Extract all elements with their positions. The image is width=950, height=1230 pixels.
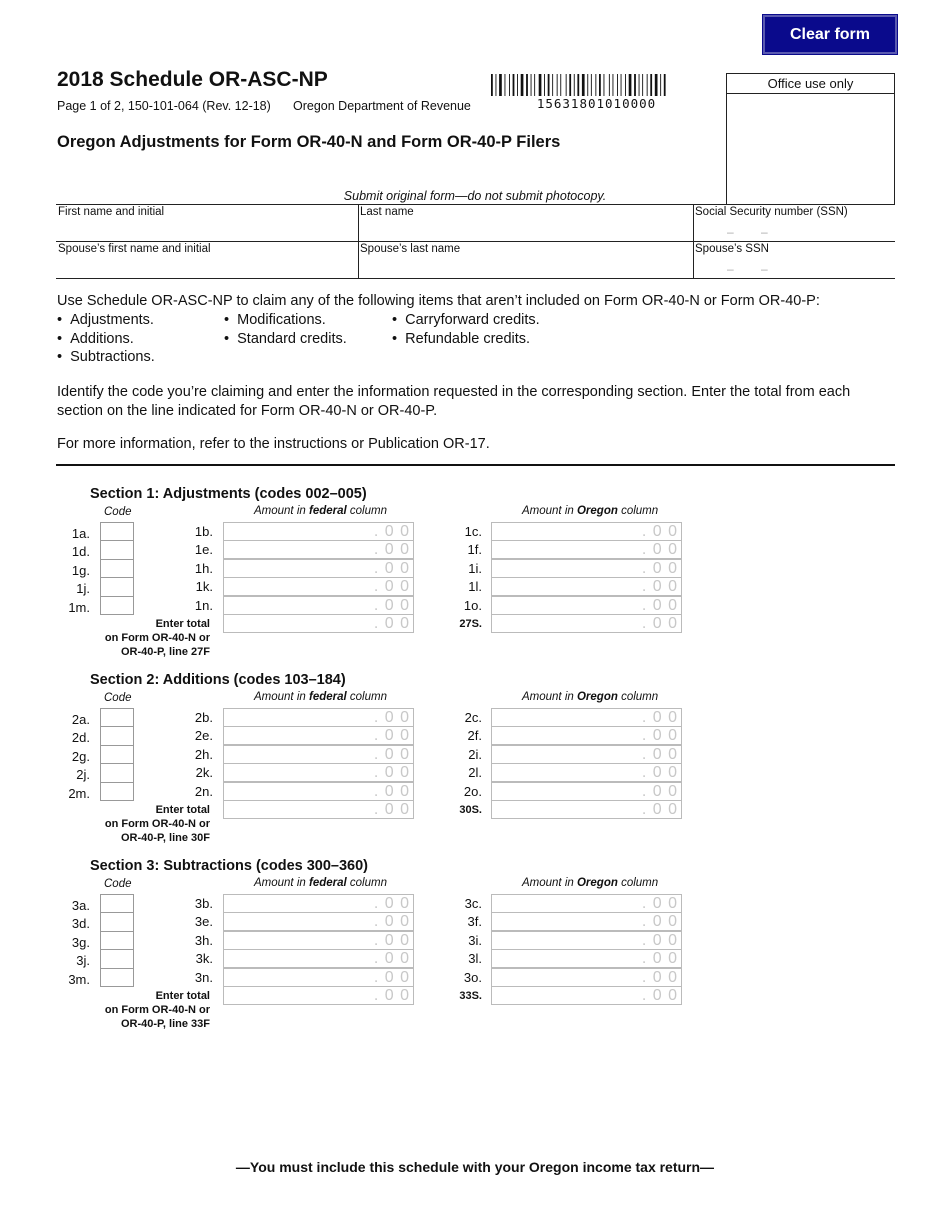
first-name-label: First name and initial bbox=[58, 206, 165, 218]
page-info: Page 1 of 2, 150-101-064 (Rev. 12-18) bbox=[57, 99, 271, 113]
oregon-line-label: 3o. bbox=[463, 969, 482, 985]
federal-amount-input[interactable]: . 0 0 bbox=[223, 745, 414, 764]
header-text-bold: Oregon bbox=[576, 505, 618, 517]
federal-line-label: 3n. bbox=[194, 969, 213, 985]
oregon-line-label: 1o. bbox=[463, 597, 482, 613]
federal-line-label: 1k. bbox=[195, 579, 213, 595]
header-text: Amount in bbox=[254, 877, 309, 889]
barcode-bar bbox=[513, 74, 515, 96]
code-input[interactable] bbox=[100, 949, 134, 968]
code-line-label: 1m. bbox=[68, 599, 90, 615]
barcode-bar bbox=[617, 74, 618, 96]
header-text: column bbox=[346, 691, 387, 703]
form-subtitle: Oregon Adjustments for Form OR-40-N and Form OR-40-P Filers bbox=[57, 133, 561, 151]
bullet-icon: • bbox=[57, 331, 63, 347]
barcode-bar bbox=[496, 74, 497, 96]
code-input[interactable] bbox=[100, 577, 134, 596]
enter-total-text: Enter total bbox=[155, 804, 210, 816]
form-title: 2018 Schedule OR-ASC-NP bbox=[57, 68, 328, 91]
oregon-line-label: 3l. bbox=[468, 951, 482, 967]
enter-total-form: on Form OR-40-N or bbox=[104, 1004, 210, 1016]
code-input[interactable] bbox=[100, 912, 134, 931]
federal-amount-input[interactable]: . 0 0 bbox=[223, 540, 414, 559]
oregon-total-input[interactable]: . 0 0 bbox=[491, 986, 682, 1005]
code-input[interactable] bbox=[100, 782, 134, 801]
instructions-paragraph: Identify the code you’re claiming and enter the information requested in the corresponding section. Enter the total from each section on the line indicated for Form OR-40-N or OR-40-P. bbox=[57, 384, 851, 419]
federal-amount-input[interactable]: . 0 0 bbox=[223, 782, 414, 801]
federal-line-label: 2h. bbox=[194, 746, 213, 762]
federal-line-label: 3e. bbox=[194, 914, 213, 930]
header-text: column bbox=[617, 877, 659, 889]
list-item-text: Modifications. bbox=[237, 312, 326, 328]
barcode-bar bbox=[574, 74, 575, 96]
divider bbox=[358, 204, 359, 278]
ssn-label: Social Security number (SSN) bbox=[695, 206, 848, 218]
spouse-first-name-field[interactable] bbox=[58, 258, 356, 277]
header-text: Amount in bbox=[254, 505, 309, 517]
list-item bbox=[392, 331, 530, 347]
header-text-bold: federal bbox=[308, 691, 347, 703]
last-name-label: Last name bbox=[360, 206, 414, 218]
barcode-bar bbox=[552, 74, 553, 96]
federal-line-label: 3h. bbox=[194, 932, 213, 948]
header-text: Amount in bbox=[522, 877, 577, 889]
reference-paragraph: For more information, refer to the instructions or Publication OR-17. bbox=[57, 436, 490, 452]
code-input[interactable] bbox=[100, 968, 134, 987]
header-text-bold: Oregon bbox=[576, 877, 618, 889]
federal-amount-input[interactable]: . 0 0 bbox=[223, 577, 414, 596]
oregon-column-header bbox=[522, 691, 658, 703]
oregon-column-header bbox=[522, 505, 658, 517]
federal-amount-input[interactable]: . 0 0 bbox=[223, 559, 414, 578]
oregon-amount-input[interactable]: . 0 0 bbox=[491, 931, 682, 950]
code-input[interactable] bbox=[100, 894, 134, 913]
enter-total-text: Enter total bbox=[155, 990, 210, 1002]
code-line-label: 3j. bbox=[76, 953, 90, 969]
barcode-bar bbox=[591, 74, 592, 96]
barcode-bar bbox=[660, 74, 661, 96]
enter-total-note bbox=[50, 989, 210, 1031]
submit-note bbox=[0, 189, 950, 203]
oregon-amount-input[interactable]: . 0 0 bbox=[491, 782, 682, 801]
code-line-label: 2g. bbox=[71, 748, 90, 764]
barcode-bar bbox=[621, 74, 622, 96]
barcode-bar bbox=[629, 74, 632, 96]
code-line-label: 2j. bbox=[76, 767, 90, 783]
office-use-label: Office use only bbox=[727, 74, 894, 94]
spouse-last-name-label: Spouse’s last name bbox=[360, 243, 461, 255]
list-item bbox=[392, 312, 540, 328]
oregon-line-label: 2l. bbox=[468, 765, 482, 781]
barcode-bar bbox=[609, 74, 610, 96]
oregon-amount-input[interactable]: . 0 0 bbox=[491, 596, 682, 615]
list-item bbox=[224, 312, 326, 328]
code-input[interactable] bbox=[100, 596, 134, 615]
oregon-amount-input[interactable]: . 0 0 bbox=[491, 577, 682, 596]
header-text: Amount in bbox=[522, 505, 577, 517]
code-line-label: 2a. bbox=[71, 712, 90, 727]
enter-total-note bbox=[50, 803, 210, 845]
bullet-icon: • bbox=[224, 331, 230, 347]
oregon-line-label: 3c. bbox=[464, 896, 482, 911]
barcode-bar bbox=[587, 74, 588, 96]
federal-amount-input[interactable]: . 0 0 bbox=[223, 931, 414, 950]
header-text-bold: federal bbox=[308, 877, 347, 889]
federal-line-label: 3k. bbox=[195, 951, 213, 967]
federal-line-label: 1n. bbox=[194, 597, 213, 613]
oregon-line-label: 1i. bbox=[468, 560, 482, 576]
code-line-label: 2m. bbox=[68, 785, 90, 801]
federal-column-header bbox=[254, 505, 387, 517]
list-item bbox=[57, 312, 154, 328]
enter-total-line: OR-40-P, line 30F bbox=[120, 832, 210, 844]
oregon-line-label: 2i. bbox=[468, 746, 482, 762]
header-text: Amount in bbox=[254, 691, 309, 703]
list-item-text: Carryforward credits. bbox=[405, 312, 540, 328]
enter-total-text: Enter total bbox=[155, 618, 210, 630]
last-name-field[interactable] bbox=[360, 221, 691, 240]
header-text: Amount in bbox=[522, 691, 577, 703]
enter-total-form: on Form OR-40-N or bbox=[104, 818, 210, 830]
barcode-bar bbox=[639, 74, 640, 96]
federal-total-input[interactable]: . 0 0 bbox=[223, 614, 414, 633]
oregon-line-label: 1c. bbox=[464, 524, 482, 539]
list-item bbox=[57, 331, 134, 347]
oregon-line-label: 3i. bbox=[468, 932, 482, 948]
enter-total-line: OR-40-P, line 27F bbox=[120, 646, 210, 658]
barcode-bar bbox=[517, 74, 518, 96]
oregon-amount-input[interactable]: . 0 0 bbox=[491, 912, 682, 931]
enter-total-form: on Form OR-40-N or bbox=[104, 632, 210, 644]
oregon-amount-input[interactable]: . 0 0 bbox=[491, 745, 682, 764]
code-column-header: Code bbox=[104, 506, 132, 518]
barcode-bar bbox=[544, 74, 545, 96]
federal-line-label: 2e. bbox=[194, 728, 213, 744]
federal-line-label: 2k. bbox=[195, 765, 213, 781]
spouse-last-name-field[interactable] bbox=[360, 258, 691, 277]
oregon-line-label: 2o. bbox=[463, 783, 482, 799]
federal-amount-input[interactable]: . 0 0 bbox=[223, 894, 414, 913]
oregon-amount-input[interactable]: . 0 0 bbox=[491, 763, 682, 782]
bullet-icon: • bbox=[57, 349, 63, 365]
barcode-bar bbox=[577, 74, 579, 96]
barcode-bar bbox=[557, 74, 558, 96]
spouse-first-name-label: Spouse’s first name and initial bbox=[58, 243, 211, 255]
barcode-icon bbox=[489, 74, 704, 98]
oregon-amount-input[interactable]: . 0 0 bbox=[491, 559, 682, 578]
header-text: column bbox=[346, 505, 387, 517]
code-input[interactable] bbox=[100, 931, 134, 950]
code-line-label: 1j. bbox=[76, 581, 90, 597]
code-line-label: 1g. bbox=[71, 562, 90, 578]
oregon-line-label: 2c. bbox=[464, 710, 482, 725]
oregon-amount-input[interactable]: . 0 0 bbox=[491, 708, 682, 727]
federal-column-header bbox=[254, 691, 387, 703]
barcode-bar bbox=[642, 74, 643, 96]
ssn-field[interactable] bbox=[695, 221, 893, 240]
divider bbox=[56, 241, 895, 242]
federal-amount-input[interactable]: . 0 0 bbox=[223, 596, 414, 615]
submit-note-text: Submit original form—do not submit photocopy. bbox=[343, 189, 607, 203]
divider bbox=[56, 204, 895, 205]
code-column-header: Code bbox=[104, 692, 132, 704]
federal-line-label: 1e. bbox=[194, 542, 213, 558]
oregon-amount-input[interactable]: . 0 0 bbox=[491, 949, 682, 968]
ssn-separator: – bbox=[727, 262, 734, 276]
oregon-line-label: 2f. bbox=[467, 728, 482, 744]
federal-line-label: 2n. bbox=[194, 783, 213, 799]
code-input[interactable] bbox=[100, 763, 134, 782]
code-input[interactable] bbox=[100, 726, 134, 745]
barcode-bar bbox=[655, 74, 658, 96]
federal-column-header bbox=[254, 877, 387, 889]
oregon-amount-input[interactable]: . 0 0 bbox=[491, 968, 682, 987]
federal-total-input[interactable]: . 0 0 bbox=[223, 986, 414, 1005]
barcode-bar bbox=[548, 74, 550, 96]
ssn-separator: – bbox=[761, 262, 768, 276]
federal-amount-input[interactable]: . 0 0 bbox=[223, 763, 414, 782]
enter-total-note bbox=[50, 617, 210, 659]
list-item-text: Additions. bbox=[70, 331, 134, 347]
barcode-bar bbox=[634, 74, 636, 96]
barcode-bar bbox=[531, 74, 532, 96]
header-text: column bbox=[617, 505, 659, 517]
barcode-bar bbox=[613, 74, 614, 96]
header-text-bold: federal bbox=[308, 505, 347, 517]
barcode-bar bbox=[539, 74, 542, 96]
intro-text: Use Schedule OR-ASC-NP to claim any of the following items that aren’t included on Form OR-40-N or Form OR-40-P: bbox=[57, 293, 820, 309]
code-line-label: 3d. bbox=[71, 916, 90, 932]
spouse-ssn-field[interactable] bbox=[695, 258, 893, 277]
clear-form-button[interactable]: Clear form bbox=[763, 15, 897, 54]
code-line-label: 1a. bbox=[71, 526, 90, 541]
barcode-bar bbox=[650, 74, 652, 96]
federal-line-label: 1b. bbox=[194, 524, 213, 539]
bullet-icon: • bbox=[392, 312, 398, 328]
code-column-header: Code bbox=[104, 878, 132, 890]
first-name-field[interactable] bbox=[58, 221, 356, 240]
ssn-separator: – bbox=[727, 225, 734, 239]
oregon-amount-input[interactable]: . 0 0 bbox=[491, 522, 682, 541]
federal-line-label: 3b. bbox=[194, 896, 213, 911]
barcode-bar bbox=[534, 74, 535, 96]
barcode-bar bbox=[569, 74, 571, 96]
oregon-line-label: 1l. bbox=[468, 579, 482, 595]
code-input[interactable] bbox=[100, 708, 134, 727]
divider bbox=[693, 204, 694, 278]
oregon-amount-input[interactable]: . 0 0 bbox=[491, 894, 682, 913]
oregon-amount-input[interactable]: . 0 0 bbox=[491, 540, 682, 559]
barcode-bar bbox=[664, 74, 666, 96]
total-line-label: 30S. bbox=[459, 804, 482, 816]
federal-amount-input[interactable]: . 0 0 bbox=[223, 968, 414, 987]
barcode-bar bbox=[604, 74, 605, 96]
barcode-bar bbox=[499, 74, 502, 96]
bullet-icon: • bbox=[57, 312, 63, 328]
list-item-text: Standard credits. bbox=[237, 331, 347, 347]
federal-amount-input[interactable]: . 0 0 bbox=[223, 949, 414, 968]
barcode-bar bbox=[509, 74, 510, 96]
oregon-line-label: 3f. bbox=[467, 914, 482, 930]
list-item-text: Subtractions. bbox=[70, 349, 155, 365]
barcode-bar bbox=[505, 74, 506, 96]
barcode-bar bbox=[582, 74, 585, 96]
oregon-total-input[interactable]: . 0 0 bbox=[491, 800, 682, 819]
oregon-amount-input[interactable]: . 0 0 bbox=[491, 726, 682, 745]
barcode-bar bbox=[526, 74, 528, 96]
header-text: column bbox=[346, 877, 387, 889]
list-item bbox=[57, 349, 155, 365]
list-item bbox=[224, 331, 347, 347]
code-input[interactable] bbox=[100, 559, 134, 578]
oregon-total-input[interactable]: . 0 0 bbox=[491, 614, 682, 633]
bullet-icon: • bbox=[392, 331, 398, 347]
list-item-text: Refundable credits. bbox=[405, 331, 531, 347]
list-item-text: Adjustments. bbox=[70, 312, 154, 328]
code-input[interactable] bbox=[100, 522, 134, 541]
federal-amount-input[interactable]: . 0 0 bbox=[223, 708, 414, 727]
section-divider bbox=[56, 464, 895, 466]
bullet-icon: • bbox=[224, 312, 230, 328]
code-line-label: 3a. bbox=[71, 898, 90, 913]
department-name: Oregon Department of Revenue bbox=[293, 99, 471, 113]
footer-note: —You must include this schedule with your Oregon income tax return— bbox=[235, 1159, 715, 1175]
code-input[interactable] bbox=[100, 745, 134, 764]
code-line-label: 1d. bbox=[71, 544, 90, 560]
barcode-bar bbox=[560, 74, 561, 96]
barcode-bar bbox=[491, 74, 493, 96]
federal-amount-input[interactable]: . 0 0 bbox=[223, 726, 414, 745]
barcode-bar bbox=[647, 74, 648, 96]
ssn-separator: – bbox=[761, 225, 768, 239]
oregon-column-header bbox=[522, 877, 658, 889]
oregon-line-label: 1f. bbox=[467, 542, 482, 558]
enter-total-line: OR-40-P, line 33F bbox=[120, 1018, 210, 1030]
office-use-box bbox=[726, 73, 895, 205]
divider bbox=[56, 278, 895, 279]
section-title: Section 2: Additions (codes 103–184) bbox=[90, 672, 346, 688]
code-input[interactable] bbox=[100, 540, 134, 559]
code-line-label: 2d. bbox=[71, 730, 90, 746]
barcode-bar bbox=[625, 74, 626, 96]
section-title: Section 3: Subtractions (codes 300–360) bbox=[90, 858, 369, 874]
code-line-label: 3m. bbox=[68, 971, 90, 987]
total-line-label: 27S. bbox=[459, 618, 482, 630]
spouse-ssn-label: Spouse’s SSN bbox=[695, 243, 769, 255]
federal-total-input[interactable]: . 0 0 bbox=[223, 800, 414, 819]
section-title: Section 1: Adjustments (codes 002–005) bbox=[90, 486, 367, 502]
barcode-bar bbox=[566, 74, 567, 96]
federal-amount-input[interactable]: . 0 0 bbox=[223, 522, 414, 541]
header-text: column bbox=[617, 691, 659, 703]
federal-amount-input[interactable]: . 0 0 bbox=[223, 912, 414, 931]
federal-line-label: 2b. bbox=[194, 710, 213, 725]
barcode-bar bbox=[521, 74, 524, 96]
header-text-bold: Oregon bbox=[576, 691, 618, 703]
code-line-label: 3g. bbox=[71, 934, 90, 950]
federal-line-label: 1h. bbox=[194, 560, 213, 576]
barcode-bar bbox=[599, 74, 601, 96]
barcode-number: 15631801010000 bbox=[536, 96, 657, 111]
total-line-label: 33S. bbox=[459, 990, 482, 1002]
barcode-bar bbox=[595, 74, 596, 96]
